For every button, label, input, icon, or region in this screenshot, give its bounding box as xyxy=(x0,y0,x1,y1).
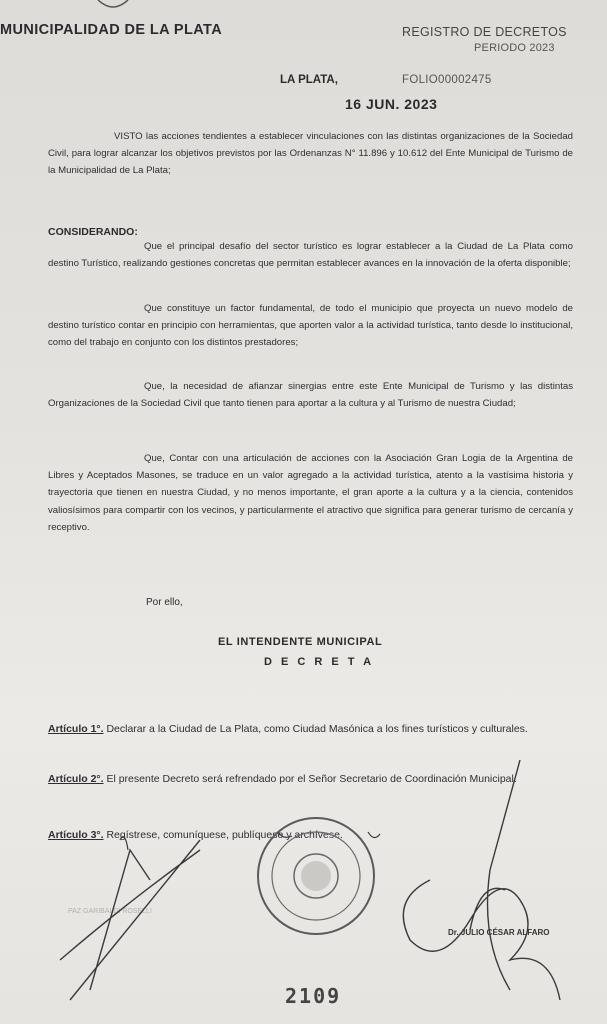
registry-period: PERIODO 2023 xyxy=(474,42,555,54)
considerando-paragraph-2: Que constituye un factor fundamental, de todo el municipio que proyecta un nuevo modelo de destino turístico contar en principio con herramientas, que aporten valor a la actividad turística, tanto desde lo institucional, como del trabajo en conjunto con los distintos prestadores; xyxy=(48,303,573,349)
top-seal-icon xyxy=(98,0,128,7)
decreta-heading: D E C R E T A xyxy=(264,656,375,668)
authority-heading: EL INTENDENTE MUNICIPAL xyxy=(218,636,383,648)
visto-paragraph: VISTO las acciones tendientes a establecer vinculaciones con las distintas organizaciones de la Sociedad Civil, para lograr alcanzar los objetivos previstos por las Ordenanzas N° 11.896 y 10.612 del Ente Municipal de Turismo de la Municipalidad de La Plata; xyxy=(48,131,573,177)
city-label: LA PLATA, xyxy=(280,74,338,86)
por-ello-text: Por ello, xyxy=(146,597,183,608)
article-3-label: Artículo 3°. xyxy=(48,829,104,841)
article-2-text: El presente Decreto será refrendado por el Señor Secretario de Coordinación Municipal. xyxy=(103,773,517,785)
article-3-text: Regístrese, comuníquese, publíquese y archívese. xyxy=(103,829,343,841)
considerando-paragraph-1: Que el principal desafío del sector turístico es lograr establecer a la Ciudad de La Plata como destino Turístico, realizando gestiones concretas que permitan establecer avances en la innovación de la oferta disponible; xyxy=(48,241,573,270)
decree-number: 2109 xyxy=(285,984,342,1008)
article-1-text: Declarar a la Ciudad de La Plata, como Ciudad Masónica a los fines turísticos y culturales. xyxy=(103,723,528,735)
article-1-label: Artículo 1°. xyxy=(48,723,104,735)
scribble-icon xyxy=(120,832,380,850)
considerando-heading: CONSIDERANDO: xyxy=(48,226,138,238)
folio-number: FOLIO00002475 xyxy=(402,74,492,86)
faded-signer-stamp: PAZ GARIBALDI ROSELLI xyxy=(68,908,152,915)
registry-title: REGISTRO DE DECRETOS xyxy=(402,25,567,39)
municipality-header: MUNICIPALIDAD DE LA PLATA xyxy=(0,22,223,38)
right-signature-icon xyxy=(403,760,560,1000)
official-seal-icon xyxy=(258,818,374,934)
signer-name: Dr. JULIO CÉSAR ALFARO xyxy=(448,928,550,937)
considerando-paragraph-3: Que, la necesidad de afianzar sinergias entre este Ente Municipal de Turismo y las distintas Organizaciones de la Sociedad Civil que tanto tienen para aportar a la cultura y al Turismo de nuestra Ciudad; xyxy=(48,381,573,410)
left-signature-icon xyxy=(60,840,200,1000)
article-2-label: Artículo 2°. xyxy=(48,773,104,785)
date-stamp: 16 JUN. 2023 xyxy=(345,96,438,112)
considerando-paragraph-4: Que, Contar con una articulación de acciones con la Asociación Gran Logia de la Argentina de Libres y Aceptados Masones, se traduce en un valor agregado a la actividad turística, atento a la vastísima historia y trayectoria que tienen en nuestra Ciudad, y no menos importante, el gran aporte a la cultura y a la ciencia, contenidos valiosísimos para compartir con los vecinos, y particularmente el atractivo que significa para generar turismo de cercanía y receptivo. xyxy=(48,453,573,533)
